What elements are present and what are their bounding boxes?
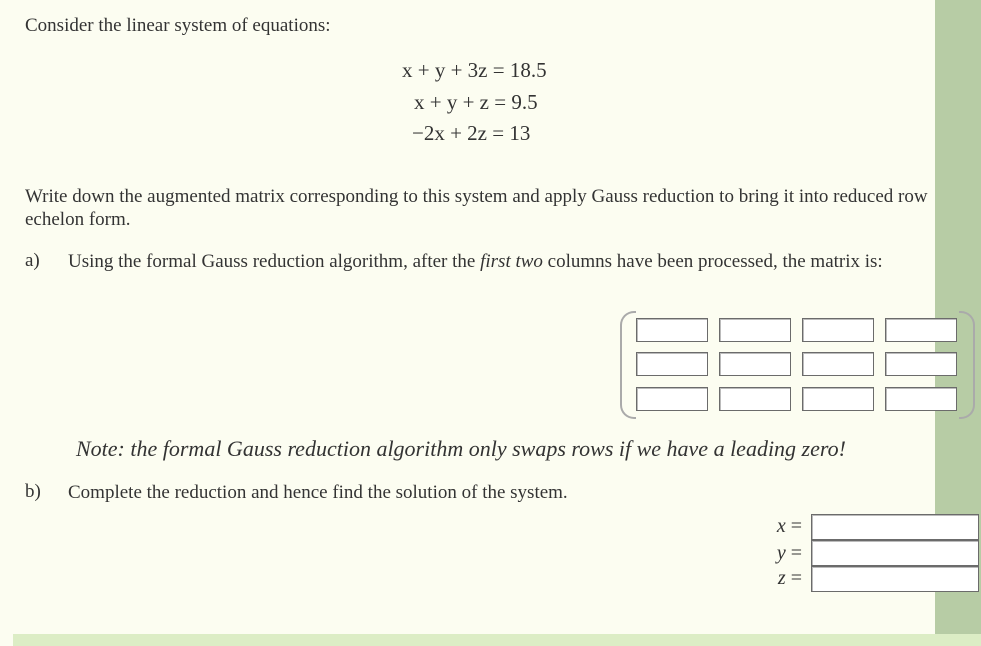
part-a-text-start: Using the formal Gauss reduction algorithm, after the — [68, 251, 481, 272]
matrix-cell-r1-c3[interactable] — [802, 318, 874, 342]
answer-x-label — [762, 515, 802, 538]
answer-z-input[interactable] — [811, 566, 979, 592]
equation-3-rhs: 13 — [509, 121, 531, 145]
matrix-cell-r1-c4[interactable] — [885, 318, 957, 342]
matrix-cell-r1-c1[interactable] — [636, 318, 708, 342]
part-a-emphasis: first two — [480, 251, 543, 272]
equation-1-rhs: 18.5 — [509, 58, 547, 82]
matrix-cell-r3-c2[interactable] — [719, 387, 791, 411]
matrix-cell-r3-c3[interactable] — [802, 387, 874, 411]
part-a-label: a) — [25, 250, 40, 271]
matrix-cell-r3-c1[interactable] — [636, 387, 708, 411]
matrix-left-paren — [620, 311, 636, 419]
answer-z-label — [762, 567, 802, 590]
matrix-cell-r1-c2[interactable] — [719, 318, 791, 342]
part-b-text: Complete the reduction and hence find the solution of the system. — [68, 482, 568, 503]
var-x: x — [776, 515, 786, 537]
part-a-text-end: columns have been processed, the matrix is: — [542, 251, 883, 272]
equals-sign: = — [790, 542, 802, 564]
part-a-text — [68, 250, 938, 273]
equals-sign: = — [790, 515, 802, 537]
augmented-matrix — [620, 311, 975, 417]
equation-1 — [402, 58, 547, 83]
equation-3-lhs: −2x + 2z — [412, 121, 488, 145]
equals-sign: = — [492, 121, 505, 145]
note-text: Note: the formal Gauss reduction algorithm only swaps rows if we have a leading zero! — [76, 436, 846, 461]
equals-sign: = — [494, 90, 507, 114]
intro-text: Consider the linear system of equations: — [25, 15, 331, 36]
var-y: y — [776, 542, 786, 564]
equation-2 — [414, 90, 538, 115]
equation-3 — [412, 121, 530, 146]
equals-sign: = — [492, 58, 505, 82]
instruction-text: Write down the augmented matrix corresponding to this system and apply Gauss reduction to bring it into reduced row echelon form. — [25, 186, 928, 230]
var-z: z — [777, 567, 786, 589]
matrix-cell-r2-c4[interactable] — [885, 352, 957, 376]
matrix-cell-r2-c3[interactable] — [802, 352, 874, 376]
matrix-cell-r3-c4[interactable] — [885, 387, 957, 411]
answer-y-label — [762, 542, 802, 565]
part-b-label: b) — [25, 481, 41, 502]
matrix-cell-r2-c2[interactable] — [719, 352, 791, 376]
equation-2-lhs: x + y + z — [414, 90, 490, 114]
matrix-right-paren — [959, 311, 975, 419]
answer-y-input[interactable] — [811, 540, 979, 566]
answer-x-input[interactable] — [811, 514, 979, 540]
equation-2-rhs: 9.5 — [511, 90, 538, 114]
matrix-cell-r2-c1[interactable] — [636, 352, 708, 376]
equation-1-lhs: x + y + 3z — [402, 58, 488, 82]
equals-sign: = — [790, 567, 802, 589]
